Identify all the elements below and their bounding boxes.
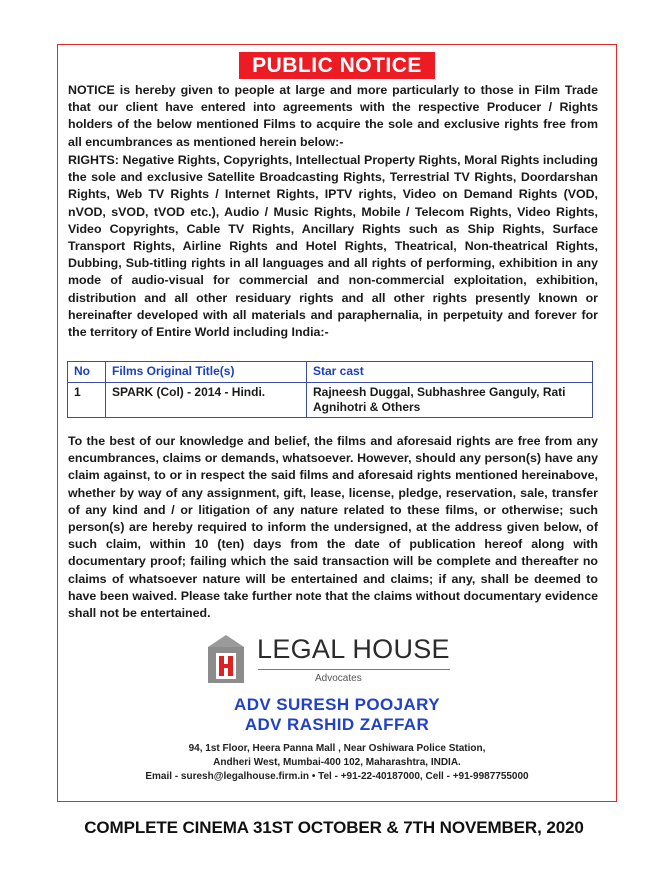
title-wrapper xyxy=(58,52,616,79)
cell-no: 1 xyxy=(68,383,106,418)
public-notice-box xyxy=(57,44,617,802)
closing-paragraph: To the best of our knowledge and belief, the films and aforesaid rights are free from any encumbrances, claims or demands, whatsoever. However, should any person(s) have any claim against, to or in respect the said films and aforesaid rights mentioned hereinabove, whether by way of any assignment, gift, lease, license, pledge, reservation, sale, transfer of any kind and / or litigation of any nature related to these films, or otherwise; such person(s) are hereby required to inform the undersigned, at the address given below, of such claim, within 10 (ten) days from the date of publication hereof along with documentary proof; failing which the said transaction will be complete and thereafter no claims of whatsoever nature will be entertained and claims; if any, shall be deemed to have been waived. Please take further note that the claims without documentary evidence shall not be entertained. xyxy=(68,434,598,621)
address-line-2: Andheri West, Mumbai-400 102, Maharashtra, INDIA. xyxy=(213,757,461,768)
contact-line: Email - suresh@legalhouse.firm.in • Tel - +91-22-40187000, Cell - +91-9987755000 xyxy=(145,771,529,782)
cell-star-cast: Rajneesh Duggal, Subhashree Ganguly, Rati Agnihotri & Others xyxy=(307,383,593,418)
header-star-cast: Star cast xyxy=(307,362,593,383)
notice-title: PUBLIC NOTICE xyxy=(239,52,435,79)
firm-subtitle: Advocates xyxy=(315,673,362,684)
header-no: No xyxy=(68,362,106,383)
firm-name: LEGAL HOUSE xyxy=(257,634,450,664)
firm-name-divider xyxy=(258,669,450,670)
rights-paragraph: RIGHTS: Negative Rights, Copyrights, Intellectual Property Rights, Moral Rights including the sole and exclusive Satellite Broadcasting Rights, Terrestrial TV Rights, Doordarshan Rights, Web TV Rights / Internet Rights, IPTV rights, Video on Demand Rights (VOD, nVOD, sVOD, tVOD etc.), Audio / Music Rights, Mobile / Telecom Rights, Video Rights, Video Copyrights, Cable TV Rights, Ancillary Rights such as Ship Rights, Surface Transport Rights, Airline Rights and Hotel Rights, Theatrical, Non-theatrical Rights, Dubbing, Sub-titling rights in all languages and all rights of performing, exhibition in any mode of audio-visual for commercial and non-commercial exploitation, exhibition, distribution and all other residuary rights and all other rights presently known or hereinafter developed with all materials and paraphernalia, in perpetuity and forever for the territory of Entire World including India:- xyxy=(68,153,598,340)
address-line-1: 94, 1st Floor, Heera Panna Mall , Near Oshiwara Police Station, xyxy=(188,743,486,754)
advocate-name-1: ADV SURESH POOJARY xyxy=(234,695,440,714)
header-film-title: Films Original Title(s) xyxy=(106,362,307,383)
cell-film-title: SPARK (Col) - 2014 - Hindi. xyxy=(106,383,307,418)
table-row xyxy=(68,383,593,418)
legal-house-logo-icon xyxy=(202,633,250,683)
films-table xyxy=(67,361,593,418)
advocate-name-2: ADV RASHID ZAFFAR xyxy=(244,715,430,734)
notice-intro-paragraph: NOTICE is hereby given to people at large and more particularly to those in Film Trade that our client have entered into agreements with the respective Producer / Rights holders of the below mentioned Films to acquire the sole and exclusive rights free from all encumbrances as mentioned herein below:- xyxy=(68,83,598,149)
table-header-row xyxy=(68,362,593,383)
publication-footer: COMPLETE CINEMA 31ST OCTOBER & 7TH NOVEMBER, 2020 xyxy=(84,818,584,837)
